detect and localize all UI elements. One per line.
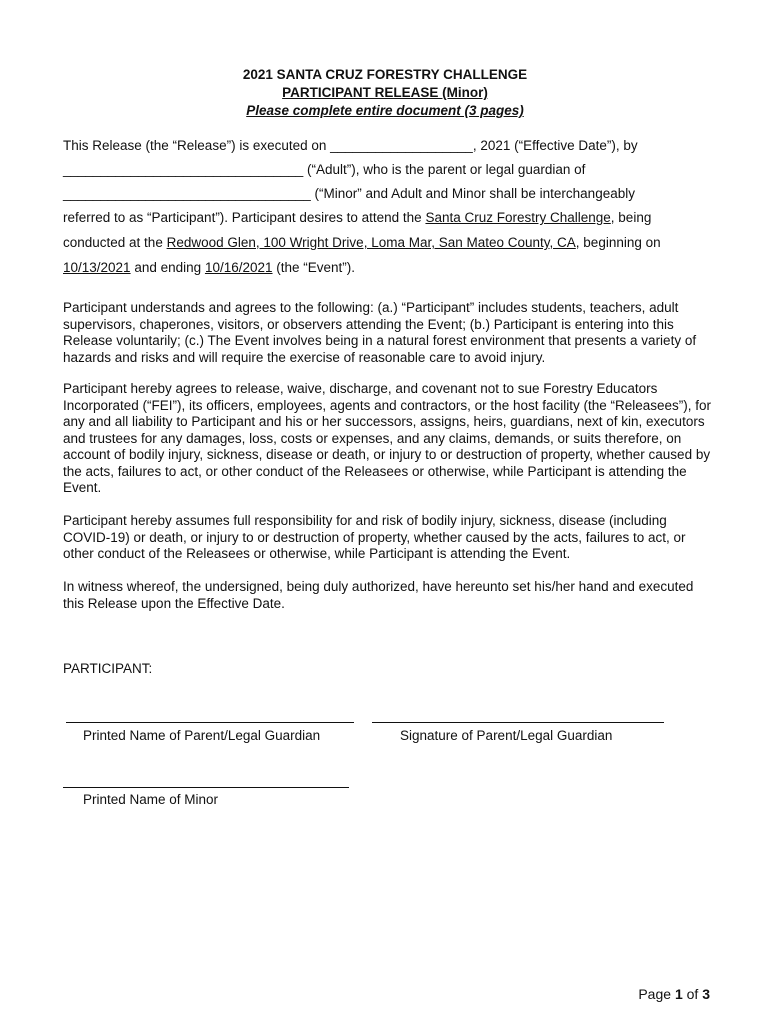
intro-text: (“Adult”), who is the parent or legal guardian of [307, 162, 586, 177]
subtitle-text: PARTICIPANT RELEASE (Minor) [282, 85, 488, 100]
event-location: Redwood Glen, 100 Wright Drive, Loma Mar, San Mateo County, CA [166, 235, 576, 250]
intro-text: , beginning on [575, 235, 661, 250]
guardian-signature-label: Signature of Parent/Legal Guardian [400, 728, 613, 743]
intro-line-6 [63, 259, 355, 276]
total-pages: 3 [702, 986, 710, 1002]
instruction-text: Please complete entire document (3 pages) [246, 103, 524, 118]
start-date: 10/13/2021 [63, 260, 131, 275]
guardian-name-label: Printed Name of Parent/Legal Guardian [83, 728, 321, 743]
intro-text: and ending [134, 260, 202, 275]
document-title: 2021 SANTA CRUZ FORESTRY CHALLENGE [242, 67, 528, 82]
paragraph-witness: In witness whereof, the undersigned, being duly authorized, have hereunto set his/her hand and executed this Release upon the Effective Date. [63, 579, 694, 611]
intro-text: This Release (the “Release”) is executed on [63, 138, 327, 153]
completion-instruction [0, 102, 770, 119]
adult-name-field[interactable]: ________________________________ [63, 162, 304, 177]
end-date: 10/16/2021 [204, 260, 273, 275]
minor-name-field[interactable]: _________________________________ [63, 186, 311, 201]
guardian-name-line[interactable] [66, 722, 354, 723]
intro-line-2 [63, 161, 585, 178]
effective-date-field[interactable]: ___________________ [330, 138, 473, 153]
intro-line-4 [63, 209, 651, 226]
intro-text: (the “Event”). [276, 260, 356, 275]
of-word: of [686, 986, 699, 1002]
paragraph-understanding: Participant understands and agrees to the following: (a.) “Participant” includes students, teachers, adult supervisors, chaperones, visitors, or observers attending the Event; (b.) Participant is entering into this Release voluntarily; (c.) The Event involves being in a natural forest environment that presents a variety of hazards and risks and will require the exercise of reasonable care to avoid injury. [63, 300, 697, 365]
intro-line-3 [63, 185, 635, 202]
minor-name-label: Printed Name of Minor [83, 792, 219, 807]
page-indicator [638, 986, 710, 1002]
intro-text: , 2021 (“Effective Date”), by [472, 138, 638, 153]
minor-name-line[interactable] [63, 787, 349, 788]
intro-text: , being [610, 210, 652, 225]
event-name: Santa Cruz Forestry Challenge [425, 210, 611, 225]
participant-heading: PARTICIPANT: [63, 661, 153, 676]
intro-line-1 [63, 137, 638, 154]
paragraph-responsibility: Participant hereby assumes full responsibility for and risk of bodily injury, sickness, disease (including COVID-19) or death, or injury to or destruction of property, whether caused by the acts, failures to act, or other conduct of the Releasees or otherwise, while Participant is attending the Event. [63, 513, 686, 561]
intro-line-5 [63, 234, 661, 251]
intro-text: referred to as “Participant”). Participant desires to attend the [63, 210, 422, 225]
current-page: 1 [674, 986, 683, 1002]
intro-text: conducted at the [63, 235, 163, 250]
document-subtitle [0, 84, 770, 101]
page-word: Page [638, 986, 672, 1002]
paragraph-release: Participant hereby agrees to release, waive, discharge, and covenant not to sue Forestry Educators Incorporated (“FEI”), its officers, employees, agents and contractors, or the host facility (the “Releasees”), for any and all liability to Participant and his or her successors, assigns, heirs, guardians, next of kin, executors and trustees for any damages, loss, costs or expenses, and any claims, demands, or suits therefore, on account of bodily injury, sickness, disease or death, or injury to or destruction of property, whether caused by the acts, failures to act, or other conduct of the Releasees or otherwise, while Participant is attending the Event. [63, 381, 712, 495]
guardian-signature-line[interactable] [372, 722, 664, 723]
intro-text: (“Minor” and Adult and Minor shall be interchangeably [314, 186, 635, 201]
